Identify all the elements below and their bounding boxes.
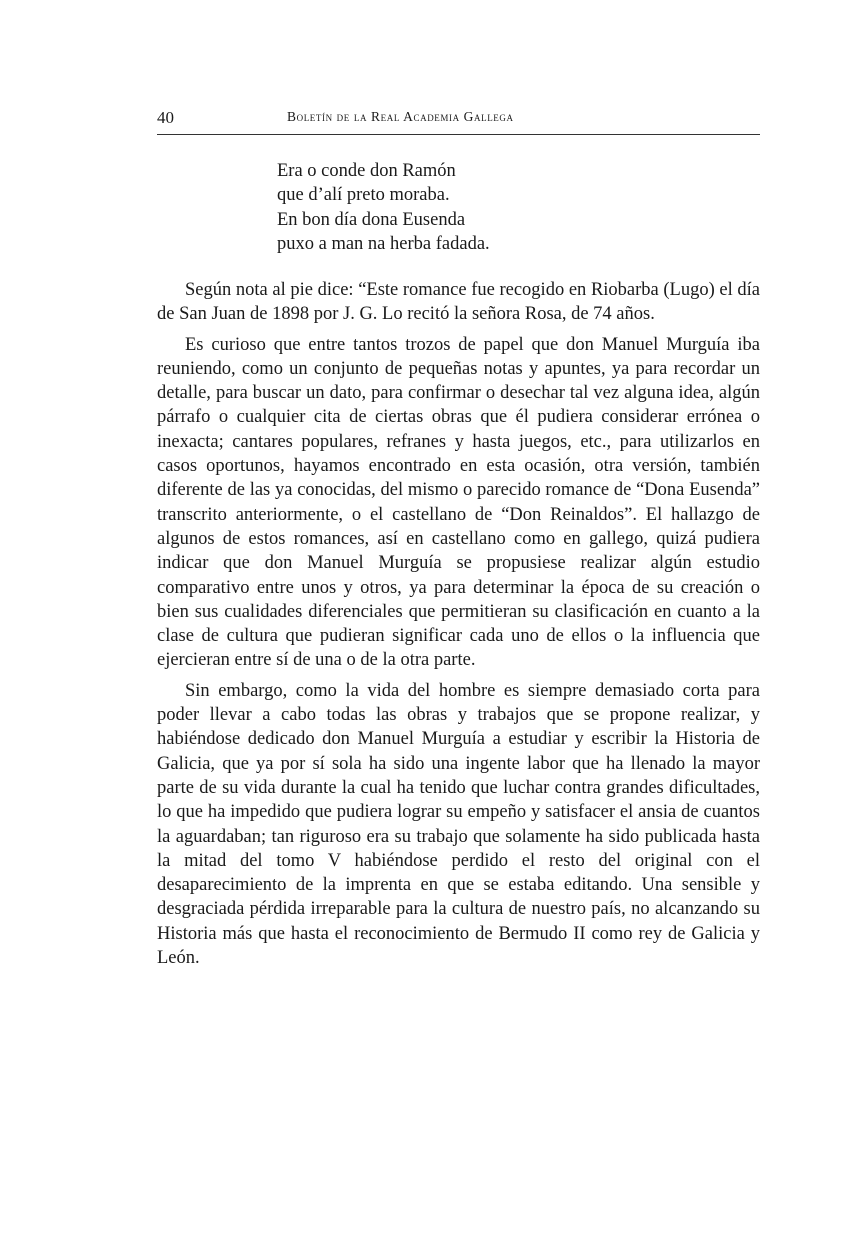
- page-number: 40: [157, 108, 174, 127]
- paragraph-murguia-notes: Es curioso que entre tantos trozos de papel que don Manuel Murguía iba reuniendo, como un conjunto de pequeñas notas y apuntes, ya para recordar un detalle, para buscar un dato, para confirmar o desechar tal vez alguna idea, algún párrafo o cualquier cita de ciertas obras que él pudiera considerar errónea o inexacta; cantares populares, refranes y hasta juegos, etc., para utilizarlos en casos oportunos, hayamos encontrado en esta ocasión, otra versión, también diferente de las ya conocidas, del mismo o parecido romance de “Dona Eusenda” transcrito anteriormente, o el castellano de “Don Reinaldos”. El hallazgo de algunos de estos romances, así en castellano como en gallego, quizá pudiera indicar que don Manuel Murguía se propusiese realizar algún estudio comparativo entre unos y otros, ya para determinar la época de su creación o bien sus cualidades diferenciales que permitieran su clasificación en cuanto a la clase de cultura que pudieran significar cada uno de ellos o la influencia que ejercieran entre sí de una o de la otra parte.: [157, 334, 760, 671]
- poem-line: En bon día dona Eusenda: [277, 209, 466, 230]
- poem-line: puxo a man na herba fadada.: [277, 233, 490, 254]
- paragraph-footnote-quote: Según nota al pie dice: “Este romance fue recogido en Riobarba (Lugo) el día de San Juan de 1898 por J. G. Lo recitó la señora Rosa, de 74 años.: [157, 280, 760, 325]
- body-text: [157, 278, 760, 976]
- header-rule: [157, 134, 760, 135]
- page-header: [157, 108, 760, 130]
- poem-line: que d’alí preto moraba.: [277, 185, 450, 206]
- running-title: Boletín de la Real Academia Gallega: [287, 109, 514, 124]
- paragraph-historia-galicia: Sin embargo, como la vida del hombre es siempre demasiado corta para poder llevar a cabo todas las obras y trabajos que se propone realizar, y habiéndose dedicado don Manuel Murguía a estudiar y escribir la Historia de Galicia, que ya por sí sola ha sido una ingente labor que ha llenado la mayor parte de su vida durante la cual ha tenido que luchar contra grandes dificultades, lo que ha impedido que pudiera lograr su empeño y satisfacer el ansia de cuantos la aguardaban; tan riguroso era su trabajo que solamente ha sido publicada hasta la mitad del tomo V habiéndose perdido el resto del original con el desaparecimiento de la imprenta en que se estaba editando. Una sensible y desgraciada pérdida irreparable para la cultura de nuestro país, no alcanzando su Historia más que hasta el reconocimiento de Bermudo II como rey de Galicia y León.: [157, 680, 760, 969]
- poem-stanza: [277, 159, 677, 256]
- poem-line: Era o conde don Ramón: [277, 161, 456, 181]
